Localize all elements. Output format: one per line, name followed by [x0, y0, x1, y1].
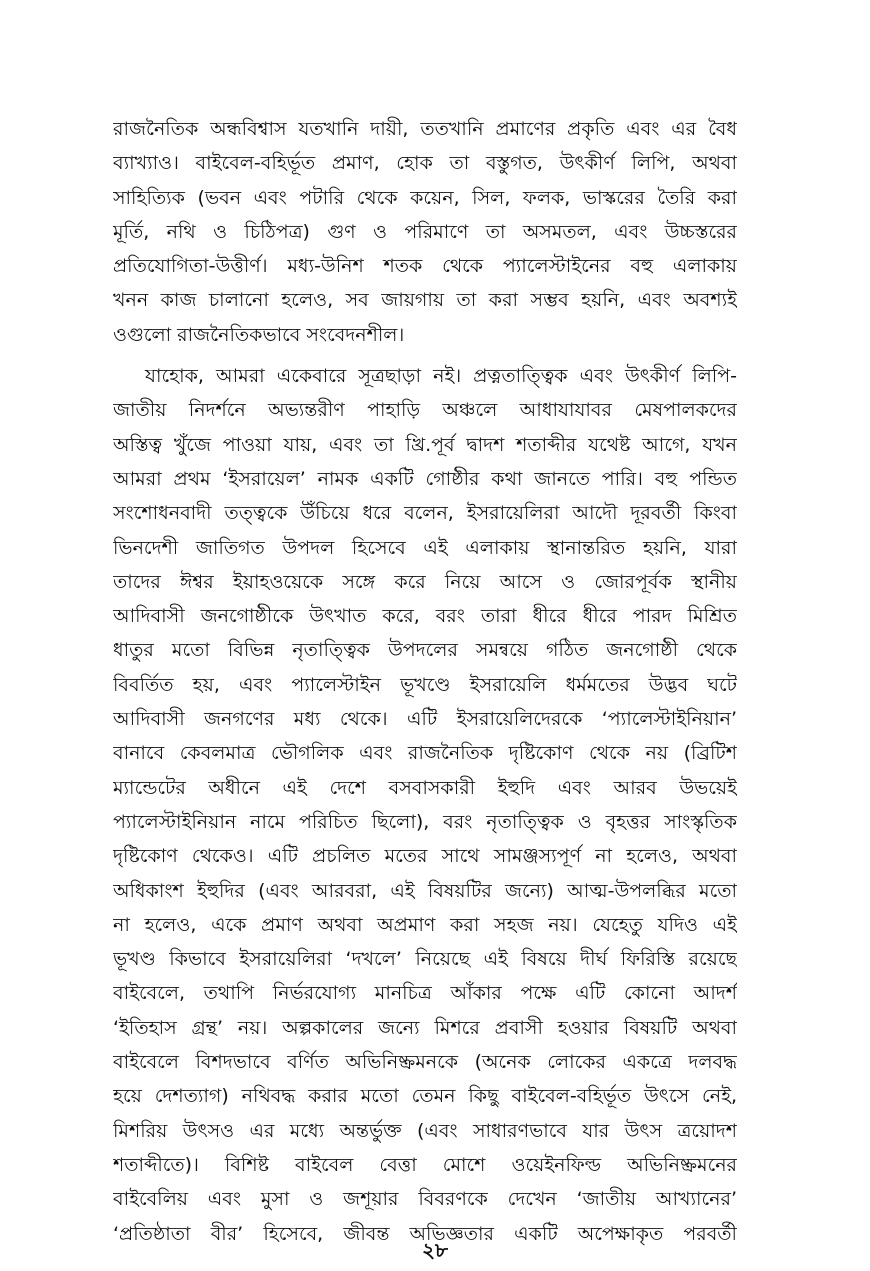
text-line: সংশোধনবাদী তত্ত্বকে উঁচিয়ে ধরে বলেন, ইসরায়েলিরা আদৌ দূরবর্তী কিংবা — [113, 502, 737, 525]
text-line: ম্যান্ডেটের অধীনে এই দেশে বসবাসকারী ইহুদি এবং আরব উভয়েই — [113, 776, 737, 799]
text-line: আদিবাসী জনগণের মধ্য থেকে। এটি ইসরায়েলিদেরকে ‘প্যালেস্টাইনিয়ান’ — [113, 708, 737, 731]
text-line: সাহিত্যিক (ভবন এবং পটারি থেকে কয়েন, সিল, ফলক, ভাস্করের তৈরি করা — [113, 186, 737, 209]
text-line: ভিনদেশী জাতিগত উপদল হিসেবে এই এলাকায় স্থানান্তরিত হয়নি, যারা — [113, 536, 737, 559]
paragraph-2 — [113, 359, 737, 1251]
text-line: খনন কাজ চালানো হলেও, সব জায়গায় তা করা সম্ভব হয়নি, এবং অবশ্যই — [113, 289, 737, 312]
text-line: ব্যাখ্যাও। বাইবেল-বহির্ভূত প্রমাণ, হোক তা বস্তুগত, উৎকীর্ণ লিপি, অথবা — [113, 152, 737, 175]
body-text — [113, 112, 737, 1251]
text-line: মিশরিয় উৎসও এর মধ্যে অন্তর্ভুক্ত (এবং সাধারণভাবে যার উৎস ত্রয়োদশ — [113, 1119, 737, 1142]
text-line: শতাব্দীতে)। বিশিষ্ট বাইবেল বেত্তা মোশে ওয়েইনফিল্ড অভিনিষ্ক্রমনের — [113, 1153, 737, 1176]
text-line: রাজনৈতিক অন্ধবিশ্বাস যতখানি দায়ী, ততখানি প্রমাণের প্রকৃতি এবং এর বৈধ — [113, 118, 737, 140]
text-line: বাইবেলে, তথাপি নির্ভরযোগ্য মানচিত্র আঁকার পক্ষে এটি কোনো আদর্শ — [113, 982, 737, 1005]
text-line: দৃষ্টিকোণ থেকেও। এটি প্রচলিত মতের সাথে সামঞ্জস্যপূর্ণ না হলেও, অথবা — [113, 845, 737, 868]
text-line: প্যালেস্টাইনিয়ান নামে পরিচিত ছিলো), বরং নৃতাত্ত্বিক ও বৃহত্তর সাংস্কৃতিক — [113, 810, 737, 833]
text-line: ‘প্রতিষ্ঠাতা বীর’ হিসেবে, জীবন্ত অভিজ্ঞতার একটি অপেক্ষাকৃত পরবর্তী — [113, 1222, 737, 1245]
text-line: আদিবাসী জনগোষ্ঠীকে উৎখাত করে, বরং তারা ধীরে ধীরে পারদ মিশ্রিত — [113, 605, 737, 628]
paragraph-1 — [113, 112, 737, 352]
text-line: বানাবে কেবলমাত্র ভৌগলিক এবং রাজনৈতিক দৃষ্টিকোণ থেকে নয় (ব্রিটিশ — [113, 742, 737, 765]
paragraph-gap — [113, 352, 737, 359]
text-line: আমরা প্রথম ‘ইসরায়েল’ নামক একটি গোষ্ঠীর কথা জানতে পারি। বহু পন্ডিত — [113, 467, 737, 490]
text-line: জাতীয় নিদর্শনে অভ্যন্তরীণ পাহাড়ি অঞ্চলে আধাযাযাবর মেষপালকদের — [113, 399, 737, 422]
text-line: অস্তিত্ব খুঁজে পাওয়া যায়, এবং তা খ্রি.পূর্ব দ্বাদশ শতাব্দীর যথেষ্ট আগে, যখন — [113, 433, 737, 456]
page-number: ২৮ — [422, 1238, 448, 1262]
text-line: ‘ইতিহাস গ্রন্থ’ নয়। অল্পকালের জন্যে মিশরে প্রবাসী হওয়ার বিষয়টি অথবা — [113, 1016, 737, 1039]
text-line: ভূখণ্ড কিভাবে ইসরায়েলিরা ‘দখলে’ নিয়েছে এই বিষয়ে দীর্ঘ ফিরিস্তি রয়েছে — [113, 948, 737, 971]
text-line: বাইবেলিয় এবং মুসা ও জশূয়ার বিবরণকে দেখেন ‘জাতীয় আখ্যানের’ — [113, 1188, 737, 1211]
text-line: ধাতুর মতো বিভিন্ন নৃতাত্ত্বিক উপদলের সমন্বয়ে গঠিত জনগোষ্ঠী থেকে — [113, 639, 737, 662]
text-line: যাহোক, আমরা একেবারে সূত্রছাড়া নই। প্রত্নতাত্ত্বিক এবং উৎকীর্ণ লিপি- — [145, 365, 737, 388]
text-line: ওগুলো রাজনৈতিকভাবে সংবেদনশীল। — [113, 323, 405, 346]
text-line: প্রতিযোগিতা-উত্তীর্ণ। মধ্য-উনিশ শতক থেকে প্যালেস্টাইনের বহু এলাকায় — [113, 255, 737, 278]
text-line: বিবর্তিত হয়, এবং প্যালেস্টাইন ভূখণ্ডে ইসরায়েলি ধর্মমতের উদ্ভব ঘটে — [113, 673, 737, 696]
text-line: মূর্তি, নথি ও চিঠিপত্র) গুণ ও পরিমাণে তা অসমতল, এবং উচ্চস্তরের — [113, 220, 737, 243]
text-line: না হলেও, একে প্রমাণ অথবা অপ্রমাণ করা সহজ নয়। যেহেতু যদিও এই — [113, 913, 737, 936]
text-line: তাদের ঈশ্বর ইয়াহওয়েকে সঙ্গে করে নিয়ে আসে ও জোরপূর্বক স্থানীয় — [113, 570, 737, 593]
text-line: বাইবেলে বিশদভাবে বর্ণিত অভিনিষ্ক্রমনকে (অনেক লোকের একত্রে দলবদ্ধ — [113, 1051, 737, 1074]
text-line: অধিকাংশ ইহুদির (এবং আরবরা, এই বিষয়টির জন্যে) আত্ম-উপলব্ধির মতো — [113, 879, 737, 902]
text-line: হয়ে দেশত্যাগ) নথিবদ্ধ করার মতো তেমন কিছু বাইবেল-বহির্ভূত উৎসে নেই, — [113, 1085, 737, 1108]
